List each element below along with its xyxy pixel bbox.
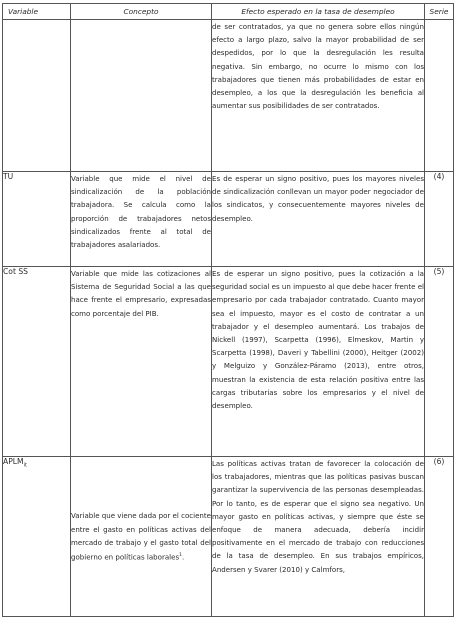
variable-cell bbox=[3, 20, 71, 172]
variable-name: APLM bbox=[3, 457, 24, 466]
table-row bbox=[3, 172, 454, 267]
concepto-end: . bbox=[182, 552, 185, 562]
header-row bbox=[3, 4, 454, 20]
concepto-text: Variable que viene dada por el cociente entre el gasto en políticas activas del mercado de trabajo y el gasto total del gobierno en políticas laborales bbox=[71, 511, 211, 562]
efecto-cell: Es de esperar un signo positivo, pues los mayores niveles de sindicalización conllevan un mayor poder negociador de los sindicatos, y consecuentemente mayores niveles de desempleo. bbox=[212, 172, 425, 267]
variable-subscript: it bbox=[23, 462, 27, 469]
efecto-cell: Las políticas activas tratan de favorecer la colocación de los trabajadores, mientras que las políticas pasivas buscan garantizar la supervivencia de las personas desempleadas. Por lo tanto, es de esperar que el signo sea negativo. Un mayor gasto en políticas activas, y siempre que éste se enfoque de manera adecuada, debería incidir positivamente en el mercado de trabajo con reducciones de la tasa de desempleo. En sus trabajos empíricos, Andersen y Svarer (2010) y Calmfors, bbox=[212, 457, 425, 617]
concepto-cell bbox=[71, 20, 212, 172]
footnote-marker: 1 bbox=[179, 553, 183, 559]
serie-cell: (4) bbox=[425, 172, 454, 267]
serie-cell: (6) bbox=[425, 457, 454, 617]
efecto-cell: de ser contratados, ya que no genera sobre ellos ningún efecto a largo plazo, salvo la mayor probabilidad de ser despedidos, por lo que la desregulación les resulta negativa. Sin embargo, no ocurre lo mismo con los trabajadores que tienen más probabilidades de estar en desempleo, a los que la desregulación les beneficia al aumentar sus posibilidades de ser contratados. bbox=[212, 20, 425, 172]
concepto-cell: Variable que mide el nivel de sindicalización de la población trabajadora. Se calcula como la proporción de trabajadores netos sindicalizados frente al total de trabajadores asalariados. bbox=[71, 172, 212, 267]
table-row bbox=[3, 457, 454, 617]
serie-cell: (5) bbox=[425, 267, 454, 457]
table-row bbox=[3, 267, 454, 457]
serie-cell bbox=[425, 20, 454, 172]
concepto-cell bbox=[71, 457, 212, 617]
efecto-cell: Es de esperar un signo positivo, pues la cotización a la seguridad social es un impuesto al que debe hacer frente el empresario por cada trabajador contratado. Cuanto mayor sea el impuesto, mayor es el costo de contratar a un trabajador y el desempleo aumentará. Los trabajos de Nickell (1997), Scarpetta (1996), Elmeskov, Martin y Scarpetta (1998), Daveri y Tabellini (2000), Heitger (2002) y Melguizo y González-Páramo (2013), entre otros, muestran la existencia de esta relación positiva entre las cargas tributarias sobre los empresarios y el nivel de desempleo. bbox=[212, 267, 425, 457]
variable-cell: TU bbox=[3, 172, 71, 267]
variable-cell bbox=[3, 457, 71, 617]
variable-cell: Cot SS bbox=[3, 267, 71, 457]
concepto-cell: Variable que mide las cotizaciones al Sistema de Seguridad Social a las que hace frente el empresario, expresadas como porcentaje del PIB. bbox=[71, 267, 212, 457]
header-concepto: Concepto bbox=[71, 4, 212, 20]
table-row bbox=[3, 20, 454, 172]
variables-table bbox=[2, 3, 454, 617]
header-variable: Variable bbox=[3, 4, 71, 20]
header-efecto: Efecto esperado en la tasa de desempleo bbox=[212, 4, 425, 20]
header-serie: Serie bbox=[425, 4, 454, 20]
